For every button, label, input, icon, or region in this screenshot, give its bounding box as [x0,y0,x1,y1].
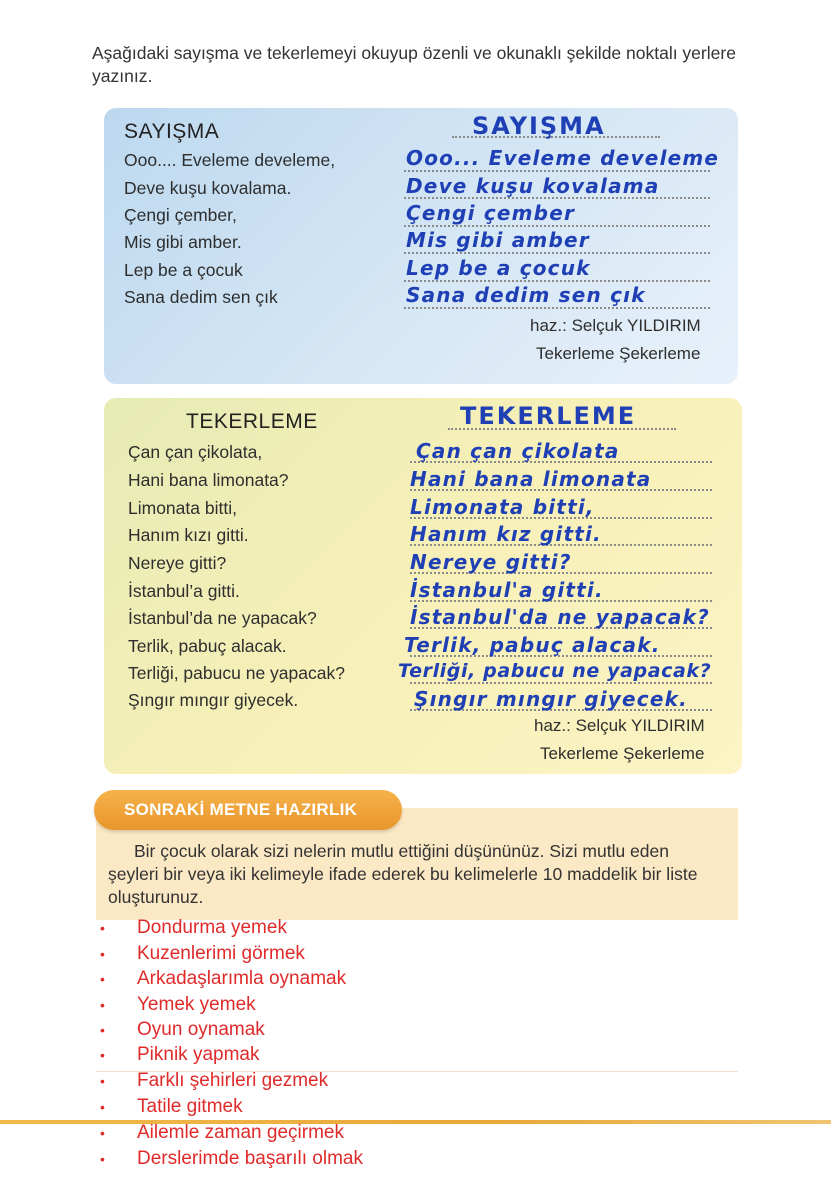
tekerleme-line: Terliği, pabucu ne yapacak? [128,663,345,683]
tekerleme-title: TEKERLEME [186,410,318,433]
bullet-icon: • [100,1151,105,1167]
tekerleme-line: Hanım kızı gitti. [128,525,249,545]
list-item: • Dondurma yemek [100,917,287,938]
tekerleme-card [104,398,742,774]
list-item: • Piknik yapmak [100,1044,260,1065]
bullet-icon: • [100,1073,105,1089]
credit-book: Tekerleme Şekerleme [540,744,705,763]
handwritten-line: İstanbul'a gitti. [410,578,604,602]
sayisma-line: Deve kuşu kovalama. [124,178,292,198]
sayisma-line: Sana dedim sen çık [124,287,278,307]
sayisma-card [104,108,738,384]
tekerleme-line: İstanbul’a gitti. [128,581,240,601]
handwritten-line: Deve kuşu kovalama [406,174,660,198]
prep-header-tab [94,790,402,830]
handwritten-line: Limonata bitti, [410,495,595,519]
list-item: • Arkadaşlarımla oynamak [100,968,347,989]
tekerleme-line: Çan çan çikolata, [128,442,263,462]
sayisma-title: SAYIŞMA [124,120,220,143]
handwritten-line: Şıngır mıngır giyecek. [414,687,688,711]
tekerleme-line: Hani bana limonata? [128,470,289,490]
bullet-icon: • [100,1099,105,1115]
handwritten-line: Lep be a çocuk [406,256,591,280]
tekerleme-line: İstanbul’da ne yapacak? [128,608,317,628]
list-item: • Ailemle zaman geçirmek [100,1122,344,1143]
bullet-icon: • [100,1047,105,1063]
list-item: • Oyun oynamak [100,1019,265,1040]
bullet-icon: • [100,920,105,936]
handwritten-line: Terliği, pabucu ne yapacak? [398,660,712,682]
bullet-icon: • [100,946,105,962]
dotted-line [404,307,710,309]
tekerleme-line: Terlik, pabuç alacak. [128,636,287,656]
handwritten-line: Çengi çember [406,201,576,225]
handwritten-line: Hanım kız gitti. [410,522,602,546]
handwritten-line: Terlik, pabuç alacak. [404,633,661,657]
tekerleme-line: Limonata bitti, [128,498,237,518]
list-item: • Farklı şehirleri gezmek [100,1070,329,1091]
handwritten-line: Hani bana limonata [410,467,652,491]
dotted-line [404,170,710,172]
sayisma-line: Lep be a çocuk [124,260,243,280]
bullet-icon: • [100,1125,105,1141]
credit-author: haz.: Selçuk YILDIRIM [530,316,701,335]
tekerleme-line: Nereye gitti? [128,553,227,573]
sayisma-line: Ooo.... Eveleme develeme, [124,150,336,170]
handwritten-line: İstanbul'da ne yapacak? [410,605,710,629]
list-item: • Yemek yemek [100,994,256,1015]
bullet-icon: • [100,971,105,987]
dotted-line [404,280,710,282]
dotted-line [404,252,710,254]
sayisma-line: Çengi çember, [124,205,237,225]
tekerleme-line: Şıngır mıngır giyecek. [128,690,299,710]
handwritten-title: TEKERLEME [460,402,637,430]
handwritten-line: Nereye gitti? [410,550,572,574]
handwritten-line: Mis gibi amber [406,228,590,252]
handwritten-title: SAYIŞMA [472,112,606,140]
dotted-line [410,682,712,684]
handwritten-line: Sana dedim sen çık [406,283,646,307]
handwritten-line: Çan çan çikolata [416,439,620,463]
list-item: • Derslerimde başarılı olmak [100,1148,363,1169]
sayisma-line: Mis gibi amber. [124,232,242,252]
handwritten-line: Ooo... Eveleme develeme [406,146,720,170]
credit-author: haz.: Selçuk YILDIRIM [534,716,705,735]
list-item: • Kuzenlerimi görmek [100,943,305,964]
list-item: • Tatile gitmek [100,1096,243,1117]
prep-instruction: Bir çocuk olarak sizi nelerin mutlu ettiğini düşününüz. Sizi mutlu eden şeyleri bir veya iki kelimeyle ifade ederek bu kelimelerle 10 maddelik bir liste oluşturunuz. [108,841,698,907]
dotted-line [404,225,710,227]
credit-book: Tekerleme Şekerleme [536,344,701,363]
bullet-icon: • [100,997,105,1013]
instruction-text: Aşağıdaki sayışma ve tekerlemeyi okuyup özenli ve okunaklı şekilde noktalı yerlere yazınız. [92,43,736,86]
prep-header: SONRAKİ METNE HAZIRLIK [124,800,358,819]
bullet-icon: • [100,1022,105,1038]
